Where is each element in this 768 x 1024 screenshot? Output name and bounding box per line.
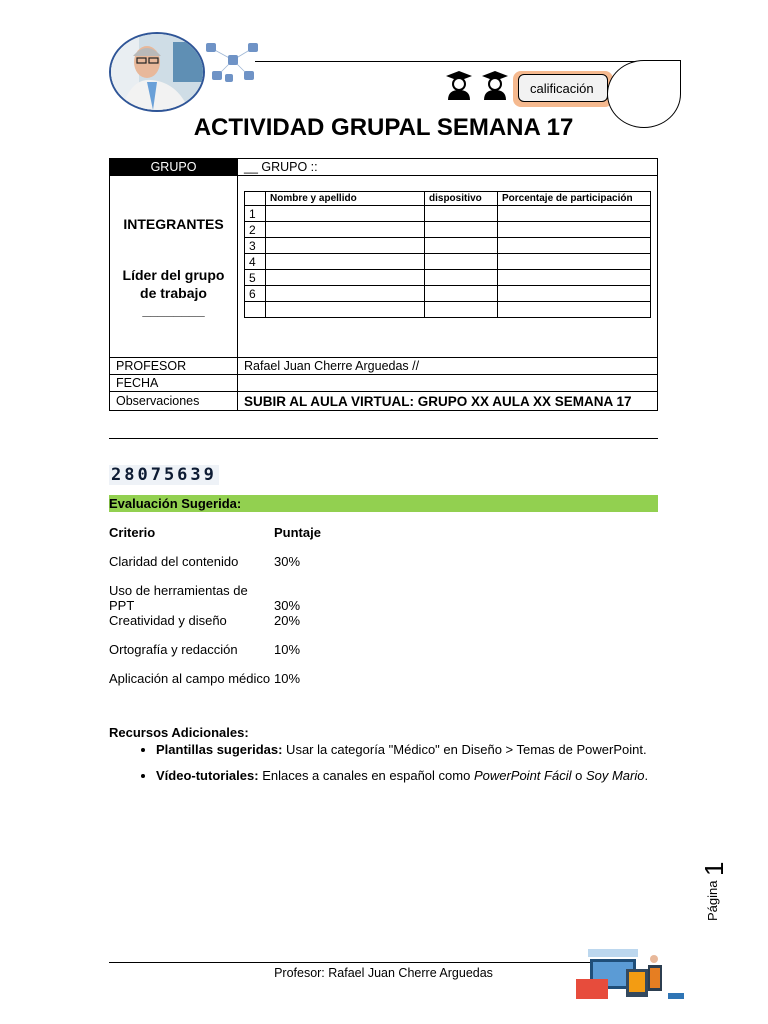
member-number: 2 xyxy=(245,222,266,238)
page-number xyxy=(686,858,726,928)
fecha-label: FECHA xyxy=(110,375,238,392)
criterio-text: Claridad del contenido xyxy=(109,554,239,569)
member-device-field[interactable] xyxy=(425,238,498,254)
table-row xyxy=(245,270,651,286)
member-percent-field[interactable] xyxy=(498,222,651,238)
table-row xyxy=(245,206,651,222)
group-form-table xyxy=(109,158,658,411)
member-name-field[interactable] xyxy=(266,238,425,254)
member-percent-field[interactable] xyxy=(498,254,651,270)
criteria-header xyxy=(109,525,321,540)
member-percent-field[interactable] xyxy=(498,270,651,286)
members-header-device: dispositivo xyxy=(425,192,498,206)
grupo-label: GRUPO xyxy=(110,159,238,176)
criterio-text: Aplicación al campo médico xyxy=(109,671,271,686)
professor-photo xyxy=(109,32,205,112)
members-header-number xyxy=(245,192,266,206)
member-percent-field[interactable] xyxy=(498,302,651,318)
devices-icon xyxy=(570,945,688,1005)
page-label: Página xyxy=(705,880,720,921)
member-device-field[interactable] xyxy=(425,270,498,286)
integrantes-label: INTEGRANTES xyxy=(123,215,224,232)
member-device-field[interactable] xyxy=(425,286,498,302)
members-header-percent: Porcentaje de participación xyxy=(498,192,651,206)
grupo-value: __ GRUPO :: xyxy=(238,159,658,176)
activity-code: 28075639 xyxy=(111,465,217,485)
criterio-text: Creatividad y diseño xyxy=(109,613,227,628)
criteria-row xyxy=(109,613,300,628)
graduate-icon xyxy=(445,70,473,100)
fecha-field[interactable] xyxy=(238,375,658,392)
members-table xyxy=(244,191,651,318)
member-number: 1 xyxy=(245,206,266,222)
network-people-icon xyxy=(203,40,261,84)
list-item xyxy=(156,742,716,758)
criterio-text: Ortografía y redacción xyxy=(109,642,238,657)
resources-heading: Recursos Adicionales: xyxy=(109,725,249,740)
member-number xyxy=(245,302,266,318)
member-name-field[interactable] xyxy=(266,286,425,302)
member-number: 3 xyxy=(245,238,266,254)
member-device-field[interactable] xyxy=(425,222,498,238)
puntaje-text: 10% xyxy=(274,642,301,657)
puntaje-text: 20% xyxy=(274,613,301,628)
observaciones-label: Observaciones xyxy=(110,392,238,411)
footer-line xyxy=(109,962,599,963)
lider-label: Líder del grupo de trabajo xyxy=(122,266,225,301)
table-row xyxy=(245,254,651,270)
member-number: 5 xyxy=(245,270,266,286)
member-device-field[interactable] xyxy=(425,302,498,318)
member-device-field[interactable] xyxy=(425,254,498,270)
criterio-header: Criterio xyxy=(109,525,156,540)
criteria-row xyxy=(109,583,300,613)
criteria-row xyxy=(109,554,300,569)
table-row xyxy=(245,222,651,238)
graduate-icon xyxy=(481,70,509,100)
members-cell xyxy=(238,176,658,358)
page-digit: 1 xyxy=(699,861,726,876)
resource-text: . xyxy=(644,768,649,783)
list-item xyxy=(156,768,716,784)
resource-text: o xyxy=(571,768,586,783)
table-row xyxy=(245,286,651,302)
lider-blank: ________ xyxy=(142,301,205,318)
member-name-field[interactable] xyxy=(266,206,425,222)
resource-channel: Soy Mario xyxy=(585,768,645,783)
member-percent-field[interactable] xyxy=(498,238,651,254)
resource-text: Usar la categoría "Médico" en Diseño > Temas de PowerPoint. xyxy=(282,742,647,757)
puntaje-text: 30% xyxy=(274,598,301,613)
member-name-field[interactable] xyxy=(266,302,425,318)
member-percent-field[interactable] xyxy=(498,286,651,302)
resource-label: Plantillas sugeridas: xyxy=(156,742,283,757)
resource-text: Enlaces a canales en español como xyxy=(258,768,474,783)
resources-list xyxy=(109,742,716,794)
puntaje-text: 30% xyxy=(274,554,301,569)
member-percent-field[interactable] xyxy=(498,206,651,222)
profesor-label: PROFESOR xyxy=(110,358,238,375)
member-name-field[interactable] xyxy=(266,222,425,238)
header-line xyxy=(255,61,679,62)
table-row xyxy=(245,238,651,254)
observaciones-value: SUBIR AL AULA VIRTUAL: GRUPO XX AULA XX SEMANA 17 xyxy=(238,392,658,411)
member-number: 6 xyxy=(245,286,266,302)
profesor-value: Rafael Juan Cherre Arguedas // xyxy=(238,358,658,375)
resource-label: Vídeo-tutoriales: xyxy=(156,768,259,783)
criteria-row xyxy=(109,671,300,686)
member-number: 4 xyxy=(245,254,266,270)
criterio-text: Uso de herramientas de PPT xyxy=(109,583,248,613)
table-row xyxy=(245,302,651,318)
integrantes-cell xyxy=(110,176,238,358)
member-name-field[interactable] xyxy=(266,270,425,286)
criteria-row xyxy=(109,642,300,657)
resource-channel: PowerPoint Fácil xyxy=(473,768,572,783)
puntaje-header: Puntaje xyxy=(274,525,321,540)
footer-text: Profesor: Rafael Juan Cherre Arguedas xyxy=(274,966,493,980)
members-header-name: Nombre y apellido xyxy=(266,192,425,206)
separator-line xyxy=(109,438,658,439)
grade-label: calificación xyxy=(518,74,608,102)
page-title: ACTIVIDAD GRUPAL SEMANA 17 xyxy=(193,114,574,141)
member-device-field[interactable] xyxy=(425,206,498,222)
evaluation-heading: Evaluación Sugerida: xyxy=(109,495,658,512)
puntaje-text: 10% xyxy=(274,671,301,686)
member-name-field[interactable] xyxy=(266,254,425,270)
